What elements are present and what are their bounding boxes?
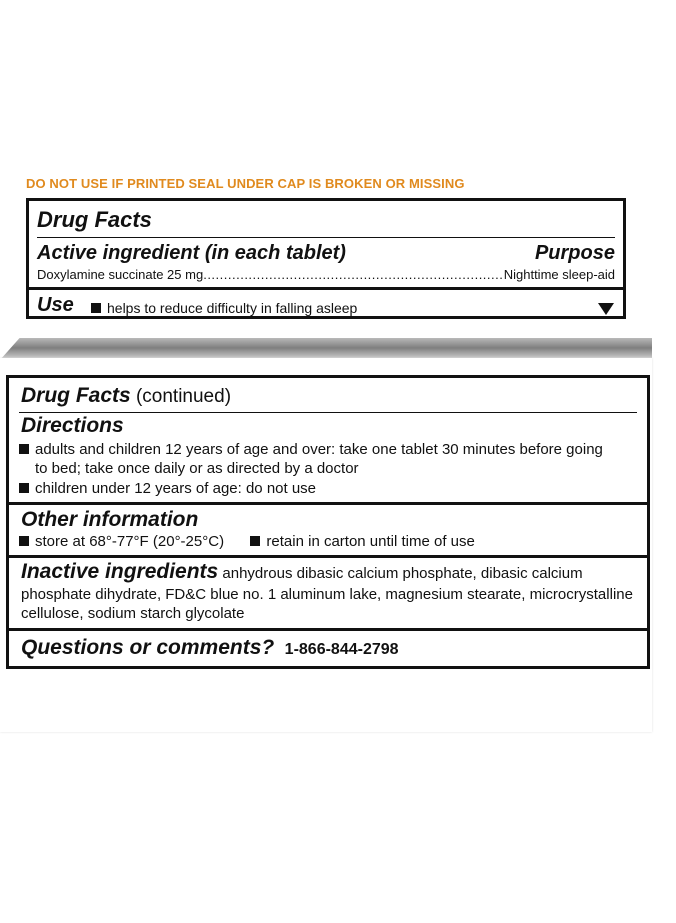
purpose-heading: Purpose — [534, 242, 615, 264]
storage-text: store at 68°-77°F (20°-25°C) — [35, 533, 225, 550]
directions-text-2: to bed; take once daily or as directed by a doctor — [35, 460, 359, 477]
title-rule — [37, 237, 615, 238]
inactive-ingredients-heading: Inactive ingredients — [21, 560, 219, 583]
drug-facts-box-continued — [6, 375, 650, 669]
continued-arrow-icon — [598, 303, 614, 315]
ingredient-name: Doxylamine succinate 25 mg — [37, 267, 204, 282]
section-divider — [9, 555, 647, 558]
inactive-text-3: cellulose, sodium starch glycolate — [21, 605, 245, 622]
drug-facts-title: Drug Facts — [37, 207, 152, 232]
inactive-ingredients-line-1 — [21, 562, 647, 583]
leader-dots — [203, 267, 504, 282]
use-text: helps to reduce difficulty in falling asleep — [107, 300, 358, 316]
directions-item-1 — [19, 440, 647, 459]
carton-fold-edge — [0, 338, 652, 360]
section-divider — [9, 628, 647, 631]
directions-text-3: children under 12 years of age: do not use — [35, 480, 317, 497]
seal-warning: DO NOT USE IF PRINTED SEAL UNDER CAP IS BROKEN OR MISSING — [26, 176, 465, 191]
title-rule — [19, 412, 637, 413]
active-ingredient-heading: Active ingredient (in each tablet) — [37, 242, 346, 264]
inactive-ingredients-line-2 — [21, 585, 647, 604]
bullet-square-icon — [19, 444, 29, 454]
continued-title — [21, 384, 647, 408]
other-information-items — [19, 532, 647, 551]
retain-text: retain in carton until time of use — [266, 533, 475, 550]
directions-item-2 — [19, 479, 647, 498]
questions-line — [21, 636, 647, 660]
questions-heading: Questions or comments? — [21, 636, 275, 659]
continued-label: (continued) — [130, 386, 232, 407]
section-divider — [29, 287, 623, 290]
bullet-square-icon — [19, 483, 29, 493]
other-information-heading — [21, 508, 647, 532]
directions-heading-text: Directions — [21, 414, 124, 437]
active-ingredient-header — [37, 242, 615, 265]
inactive-text-1: anhydrous dibasic calcium phosphate, dibasic calcium — [222, 565, 583, 582]
bullet-square-icon — [19, 536, 29, 546]
use-heading: Use — [37, 294, 74, 316]
directions-text-1: adults and children 12 years of age and over: take one tablet 30 minutes before going — [35, 441, 603, 458]
inactive-text-2: phosphate dihydrate, FD&C blue no. 1 aluminum lake, magnesium stearate, microcrystalline — [21, 586, 633, 603]
ingredient-line — [37, 267, 615, 282]
directions-heading — [21, 414, 647, 438]
ingredient-purpose: Nighttime sleep-aid — [503, 267, 615, 282]
drug-facts-box-front — [26, 198, 626, 319]
drug-facts-title-continued: Drug Facts — [21, 384, 131, 407]
use-item — [91, 300, 357, 316]
inactive-ingredients-line-3 — [21, 604, 647, 623]
bullet-square-icon — [91, 303, 101, 313]
phone-number: 1-866-844-2798 — [284, 641, 399, 658]
other-information-heading-text: Other information — [21, 508, 199, 531]
directions-item-1-cont — [35, 459, 647, 478]
section-divider — [9, 502, 647, 505]
bullet-square-icon — [250, 536, 260, 546]
